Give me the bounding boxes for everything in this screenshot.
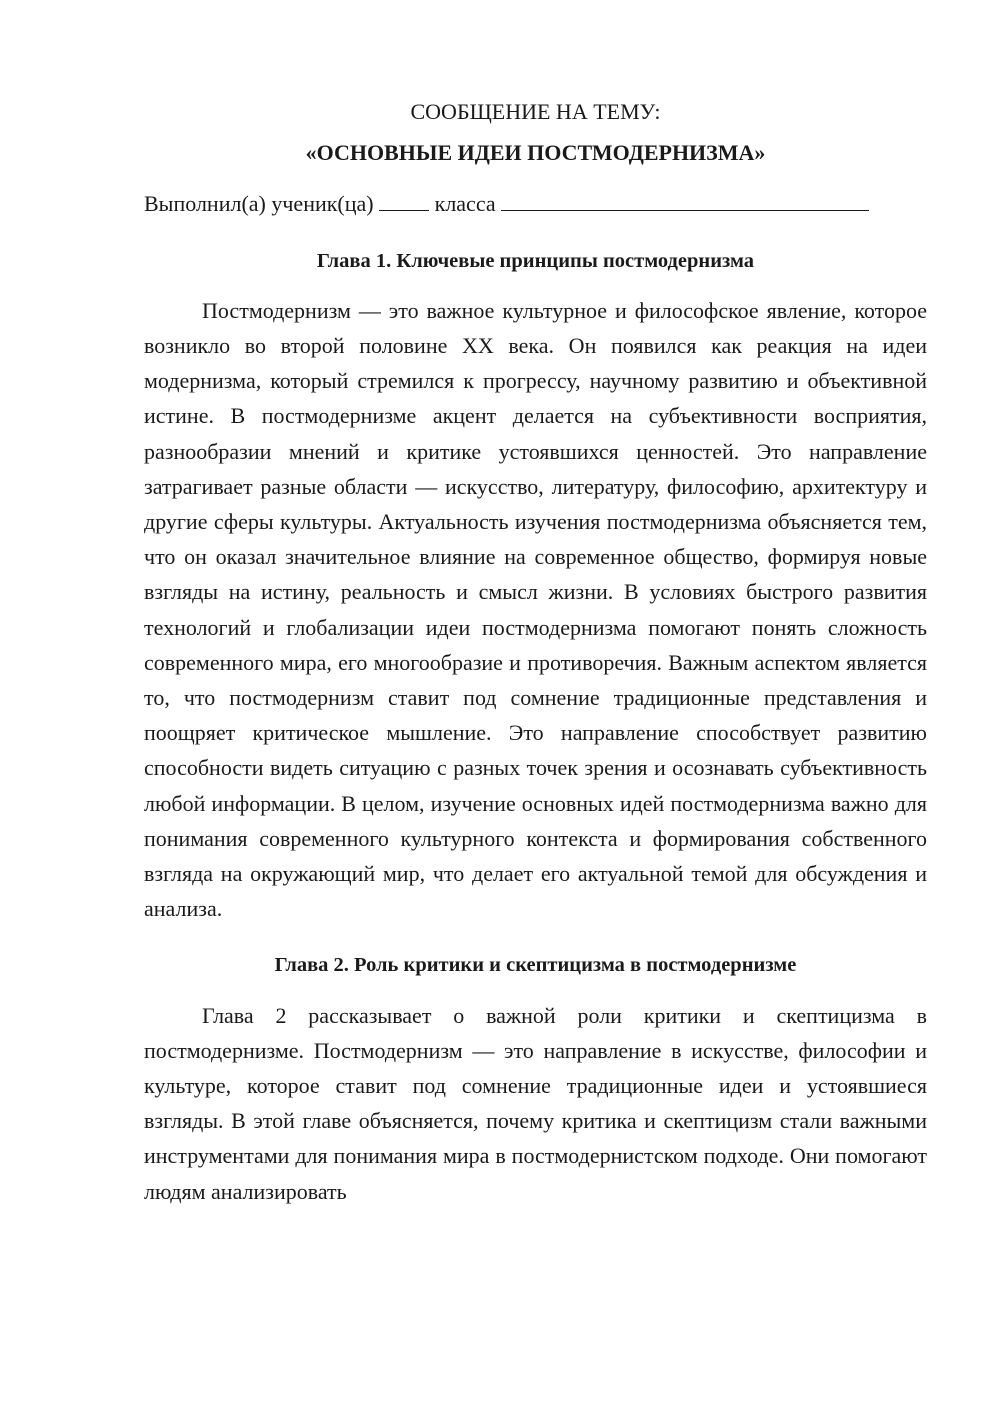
chapter-2-text: Глава 2 рассказывает о важной роли критики и скептицизма в постмодернизме. Постмодернизм — это направление в искусстве, философии и культуре, которое ставит под сомнение традиционные идеи и устоявшиеся взгляды. В этой главе объясняется, почему критика и скептицизм стали важными инструментами для понимания мира в постмодернистском подходе. Они помогают людям анализировать [144, 1002, 927, 1204]
class-number-blank [379, 188, 429, 211]
document-subtitle: «ОСНОВНЫЕ ИДЕИ ПОСТМОДЕРНИЗМА» [305, 140, 766, 166]
author-prefix: Выполнил(а) ученик(ца) [144, 191, 374, 217]
chapter-2-heading: Глава 2. Роль критики и скептицизма в постмодернизме [274, 954, 797, 977]
student-name-blank [501, 188, 869, 211]
author-middle: класса [434, 191, 496, 217]
chapter-1-text: Постмодернизм — это важное культурное и философское явление, которое возникло во второй половине XX века. Он появился как реакция на идеи модернизма, который стремился к прогрессу, научному развитию и объективной истине. В постмодернизме акцент делается на субъективности восприятия, разнообразии мнений и критике устоявшихся ценностей. Это направление затрагивает разные области — искусство, литературу, философию, архитектуру и другие сферы культуры. Актуальность изучения постмодернизма объясняется тем, что он оказал значительное влияние на современное общество, формируя новые взгляды на истину, реальность и смысл жизни. В условиях быстрого развития технологий и глобализации идеи постмодернизма помогают понять сложность современного мира, его многообразие и противоречия. Важным аспектом является то, что постмодернизм ставит под сомнение традиционные представления и поощряет критическое мышление. Это направление способствует развитию способности видеть ситуацию с разных точек зрения и осознавать субъективность любой информации. В целом, изучение основных идей постмодернизма важно для понимания современного культурного контекста и формирования собственного взгляда на окружающий мир, что делает его актуальной темой для обсуждения и анализа. [144, 297, 927, 922]
chapter-1-heading: Глава 1. Ключевые принципы постмодернизма [316, 249, 755, 272]
author-line [144, 186, 927, 221]
document-page [144, 94, 927, 1209]
document-title: СООБЩЕНИЕ НА ТЕМУ: [410, 99, 661, 124]
